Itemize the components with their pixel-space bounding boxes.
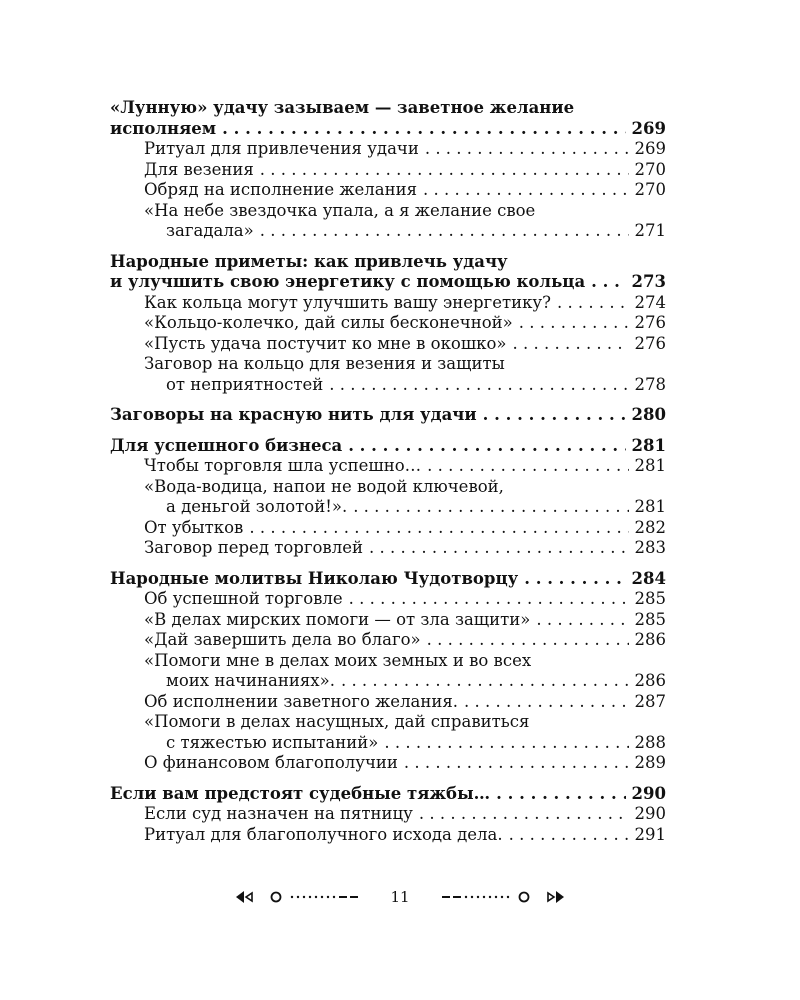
toc-section: [110, 252, 666, 293]
dot-leader: [509, 825, 629, 846]
page-footer: [0, 884, 800, 910]
item-title-line: с тяжестью испытаний»: [166, 732, 379, 752]
item-title-line: Обряд на исполнение желания: [144, 180, 417, 199]
section-title-line: «Лунную» удачу зазываем — заветное желание: [110, 98, 575, 117]
page-ref: 271: [634, 221, 666, 240]
dot-leader: [557, 293, 629, 314]
right-ornament-icon: [424, 887, 564, 907]
item-title-line: Ритуал для привлечения удачи: [144, 139, 419, 158]
item-title-line: «Пусть удача постучит ко мне в окошко»: [144, 333, 507, 353]
section-title-line: Народные молитвы Николаю Чудотворцу: [110, 568, 519, 588]
dot-leader: [329, 375, 628, 396]
dot-leader: [425, 139, 629, 160]
page-ref: 270: [634, 180, 666, 199]
item-title-line: Заговор на кольцо для везения и защиты: [144, 354, 505, 373]
item-title-line: От убытков: [144, 517, 244, 537]
dot-leader: [423, 180, 629, 201]
page-ref: 281: [634, 497, 666, 516]
toc-item: [110, 589, 666, 610]
dot-leader: [496, 784, 625, 805]
dot-leader: [260, 221, 629, 242]
section-title-line: Для успешного бизнеса: [110, 435, 343, 455]
item-title-line: Об успешной торговле: [144, 589, 343, 608]
page-ref: 290: [631, 783, 666, 803]
dot-leader: [353, 497, 628, 518]
page-ref: 286: [634, 630, 666, 649]
page-ref: 286: [634, 671, 666, 690]
page-ref: 289: [634, 753, 666, 772]
page-ref: 276: [634, 333, 666, 353]
toc-item: [110, 160, 666, 181]
page-ref: 273: [631, 272, 666, 291]
page-ref: 269: [634, 139, 666, 158]
dot-leader: [419, 804, 629, 825]
toc-item: [110, 334, 666, 355]
dot-leader: [404, 753, 629, 774]
dot-leader: [519, 313, 629, 334]
item-title-line: Если суд назначен на пятницу: [144, 804, 413, 823]
toc-item: [110, 180, 666, 201]
toc-section: [110, 436, 666, 457]
item-title-line: О финансовом благополучии: [144, 753, 398, 772]
toc-section: [110, 405, 666, 426]
toc-item: [110, 293, 666, 314]
item-title-line: Ритуал для благополучного исхода дела.: [144, 824, 503, 844]
item-title-line: «Помоги мне в делах моих земных и во всех: [144, 650, 532, 670]
dot-leader: [427, 630, 629, 651]
item-title-line: Об исполнении заветного желания.: [144, 691, 459, 711]
toc-section: [110, 569, 666, 590]
section-title-line: Заговоры на красную нить для удачи: [110, 405, 477, 424]
page-ref: 285: [634, 589, 666, 608]
item-title-line: загадала»: [166, 221, 254, 240]
page-ref: 274: [634, 292, 666, 312]
item-title-line: «Вода-водица, напои не водой ключевой,: [144, 476, 504, 496]
section-title-line: исполняем: [110, 118, 217, 138]
toc-item: [110, 610, 666, 631]
toc-section: [110, 98, 666, 139]
dot-leader: [349, 589, 629, 610]
item-title-line: «На небе звездочка упала, а я желание свое: [144, 200, 536, 220]
page-ref: 269: [631, 118, 666, 138]
toc-item: [110, 651, 666, 692]
page-ref: 278: [634, 374, 666, 394]
toc-section: [110, 784, 666, 805]
dot-leader: [369, 538, 629, 559]
item-title-line: «Кольцо-колечко, дай силы бесконечной»: [144, 313, 513, 332]
page-ref: 288: [634, 732, 666, 752]
dot-leader: [536, 610, 628, 631]
page-ref: 291: [634, 824, 666, 844]
item-title-line: «Помоги в делах насущных, дай справиться: [144, 712, 530, 731]
item-title-line: моих начинаниях».: [166, 671, 335, 690]
section-title-line: Народные приметы: как привлечь удачу: [110, 251, 508, 271]
page-ref: 285: [634, 609, 666, 629]
dot-leader: [249, 518, 628, 539]
toc-item: [110, 753, 666, 774]
dot-leader: [591, 272, 625, 293]
toc-item: [110, 477, 666, 518]
toc-item: [110, 825, 666, 846]
dot-leader: [341, 671, 629, 692]
page-ref: 283: [634, 538, 666, 557]
toc-item: [110, 712, 666, 753]
page-ref: 281: [634, 456, 666, 475]
item-title-line: от неприятностей: [166, 374, 324, 394]
dot-leader: [384, 733, 628, 754]
item-title-line: Чтобы торговля шла успешно…: [144, 456, 422, 475]
page-ref: 280: [631, 405, 666, 424]
toc-item: [110, 354, 666, 395]
toc-item: [110, 313, 666, 334]
dot-leader: [483, 405, 626, 426]
toc-item: [110, 538, 666, 559]
toc-item: [110, 201, 666, 242]
item-title-line: а деньгой золотой!».: [166, 497, 348, 516]
toc-item: [110, 139, 666, 160]
page-ref: 284: [631, 568, 666, 588]
dot-leader: [427, 456, 628, 477]
table-of-contents: [110, 98, 666, 845]
item-title-line: Для везения: [144, 159, 254, 179]
dot-leader: [524, 569, 625, 590]
item-title-line: «Дай завершить дела во благо»: [144, 630, 421, 649]
dot-leader: [348, 436, 625, 457]
dot-leader: [513, 334, 629, 355]
page-number: 11: [390, 888, 410, 906]
section-title-line: и улучшить свою энергетику с помощью кольца: [110, 272, 586, 291]
section-title-line: Если вам предстоят судебные тяжбы…: [110, 783, 491, 803]
page-ref: 276: [634, 313, 666, 332]
toc-item: [110, 518, 666, 539]
left-ornament-icon: [236, 887, 376, 907]
toc-item: [110, 692, 666, 713]
toc-item: [110, 456, 666, 477]
item-title-line: Как кольца могут улучшить вашу энергетику?: [144, 292, 551, 312]
toc-item: [110, 630, 666, 651]
page-ref: 287: [634, 691, 666, 711]
item-title-line: Заговор перед торговлей: [144, 538, 363, 557]
dot-leader: [222, 119, 625, 140]
toc-item: [110, 804, 666, 825]
page-ref: 281: [631, 435, 666, 455]
item-title-line: «В делах мирских помоги — от зла защити»: [144, 609, 531, 629]
dot-leader: [260, 160, 629, 181]
dot-leader: [464, 692, 628, 713]
page-ref: 282: [634, 517, 666, 537]
page-ref: 270: [634, 159, 666, 179]
page-ref: 290: [634, 804, 666, 823]
